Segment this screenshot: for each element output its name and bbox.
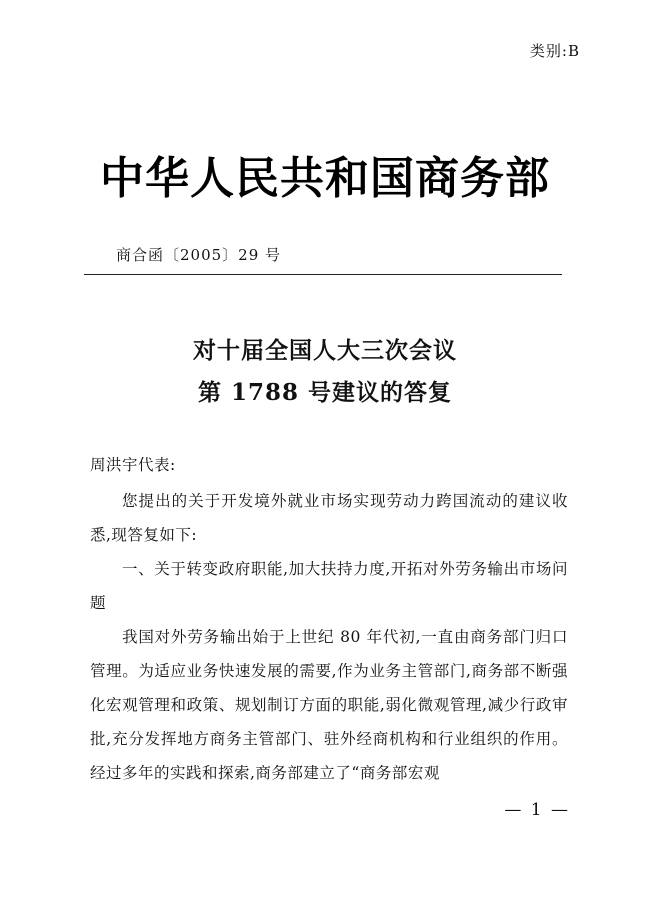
paragraph-body: 我国对外劳务输出始于上世纪 80 年代初,一直由商务部门归口管理。为适应业务快速发展的需要,作为业务主管部门,商务部不断强化宏观管理和政策、规划制订方面的职能,弱化微观管理,减少行政审批,充分发挥地方商务主管部门、驻外经商机构和行业组织的作用。经过多年的实践和探索,商务部建立了“商务部宏观: [90, 628, 568, 782]
category-label: 类别:B: [529, 42, 580, 60]
page-number: — 1 —: [504, 800, 570, 820]
document-title-line-1: 对十届全国人大三次会议: [193, 337, 457, 364]
document-number: 商合函〔2005〕29 号: [116, 246, 282, 264]
document-title-line-2: 第 1788 号建议的答复: [197, 379, 453, 406]
ministry-masthead: 中华人民共和国商务部: [100, 153, 550, 204]
salutation: 周洪宇代表:: [90, 456, 176, 474]
paragraph-section-heading: 一、关于转变政府职能,加大扶持力度,开拓对外劳务输出市场问题: [90, 560, 568, 612]
header-divider: [84, 274, 562, 275]
paragraph-intro: 您提出的关于开发境外就业市场实现劳动力跨国流动的建议收悉,现答复如下:: [90, 492, 568, 544]
